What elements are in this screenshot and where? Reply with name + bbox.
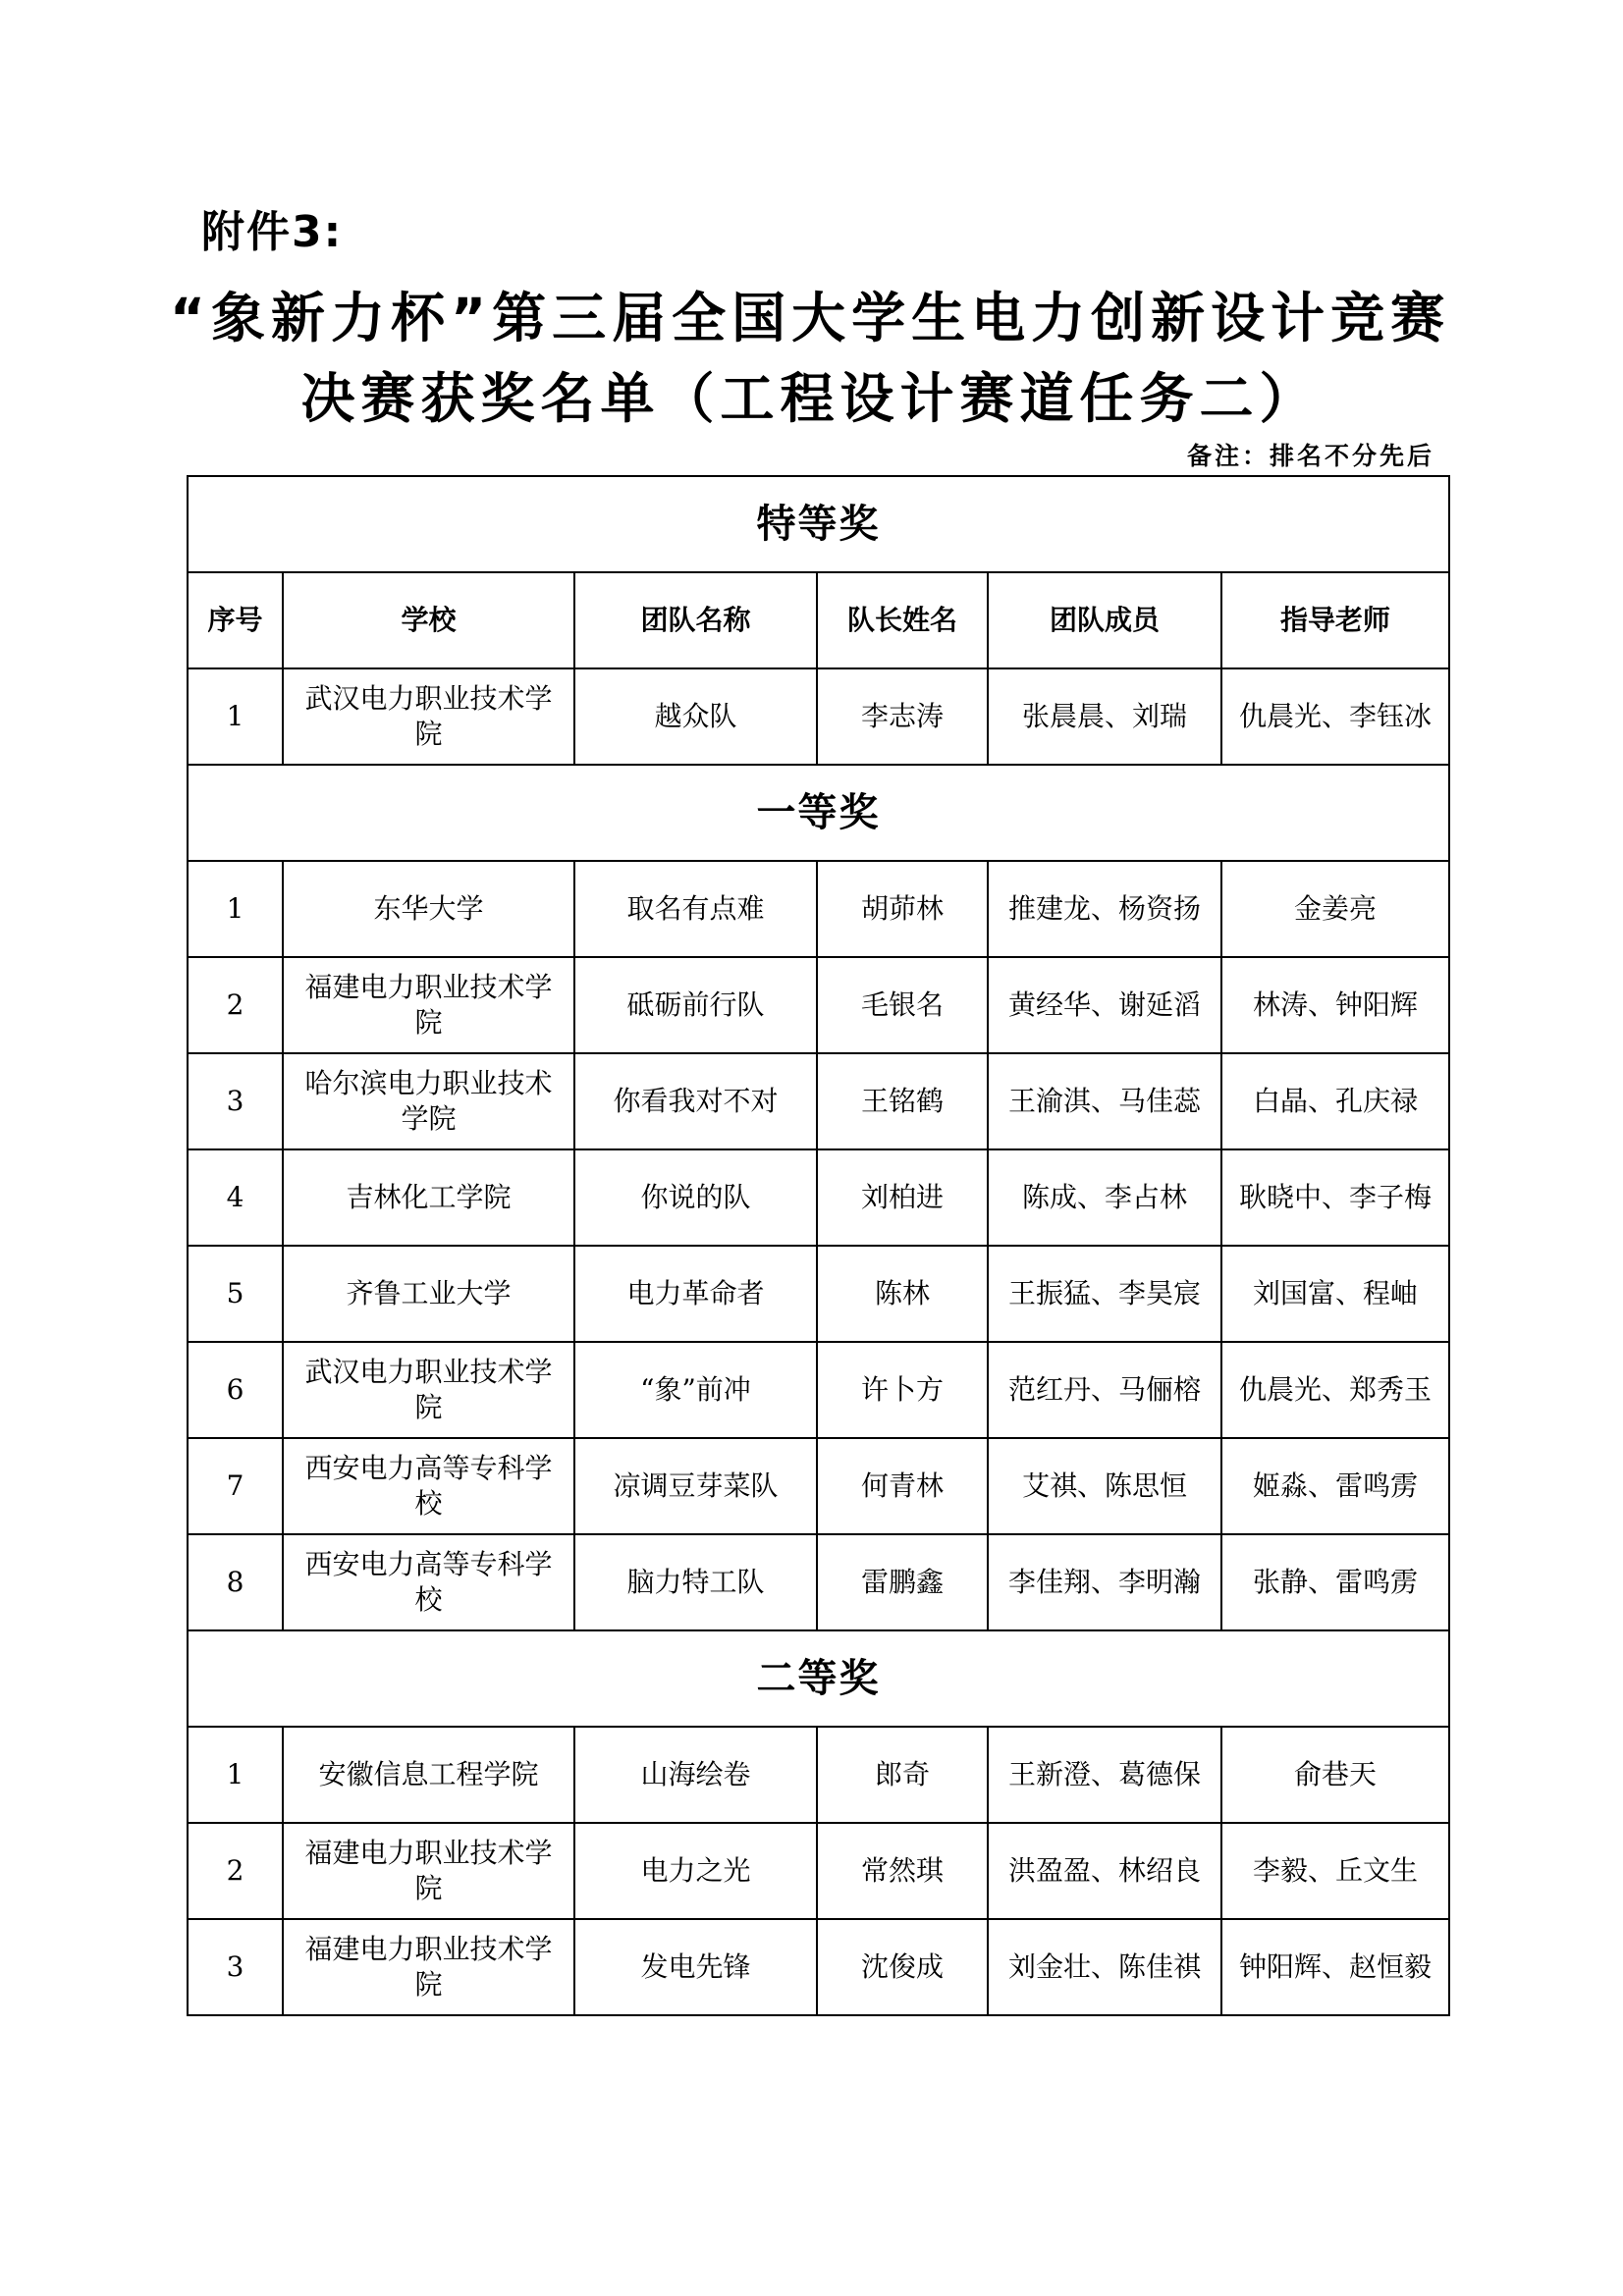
advisor-cell: 仇晨光、郑秀玉 (1221, 1342, 1449, 1438)
team-name-cell: 你说的队 (574, 1149, 817, 1246)
document-title-line2: 决赛获奖名单（工程设计赛道任务二） (300, 367, 1320, 430)
members-cell: 洪盈盈、林绍良 (988, 1823, 1221, 1919)
table-row (188, 668, 1449, 765)
advisor-cell: 林涛、钟阳辉 (1221, 957, 1449, 1053)
table-row (188, 1246, 1449, 1342)
award-level-row (188, 1630, 1449, 1727)
members-cell: 王新澄、葛德保 (988, 1727, 1221, 1823)
serial-cell: 1 (188, 668, 283, 765)
award-level-label: 一等奖 (188, 765, 1449, 861)
captain-cell: 胡茆林 (817, 861, 988, 957)
members-cell: 王振猛、李昊宸 (988, 1246, 1221, 1342)
table-row (188, 861, 1449, 957)
members-cell: 黄经华、谢延滔 (988, 957, 1221, 1053)
school-cell: 吉林化工学院 (283, 1149, 574, 1246)
advisor-cell: 白晶、孔庆禄 (1221, 1053, 1449, 1149)
award-level-row (188, 476, 1449, 572)
serial-cell: 1 (188, 1727, 283, 1823)
serial-cell: 2 (188, 1823, 283, 1919)
team-name-cell: 电力之光 (574, 1823, 817, 1919)
captain-cell: 郎奇 (817, 1727, 988, 1823)
school-cell: 西安电力高等专科学校 (283, 1438, 574, 1534)
team-name-cell: “象”前冲 (574, 1342, 817, 1438)
award-level-label: 特等奖 (188, 476, 1449, 572)
team-name-cell: 山海绘卷 (574, 1727, 817, 1823)
members-cell: 艾祺、陈思恒 (988, 1438, 1221, 1534)
serial-cell: 7 (188, 1438, 283, 1534)
team-name-cell: 越众队 (574, 668, 817, 765)
team-name-cell: 发电先锋 (574, 1919, 817, 2015)
members-cell: 推建龙、杨资扬 (988, 861, 1221, 957)
members-cell: 陈成、李占林 (988, 1149, 1221, 1246)
table-row (188, 1727, 1449, 1823)
school-cell: 武汉电力职业技术学院 (283, 668, 574, 765)
captain-cell: 常然琪 (817, 1823, 988, 1919)
table-row (188, 1823, 1449, 1919)
award-level-label: 二等奖 (188, 1630, 1449, 1727)
team-name-cell: 凉调豆芽菜队 (574, 1438, 817, 1534)
column-header: 队长姓名 (817, 572, 988, 668)
advisor-cell: 钟阳辉、赵恒毅 (1221, 1919, 1449, 2015)
ranking-note: 备注：排名不分先后 (1186, 442, 1434, 470)
award-level-row (188, 765, 1449, 861)
captain-cell: 陈林 (817, 1246, 988, 1342)
serial-cell: 8 (188, 1534, 283, 1630)
serial-cell: 6 (188, 1342, 283, 1438)
awards-table (187, 475, 1450, 2016)
table-header-row (188, 572, 1449, 668)
school-cell: 哈尔滨电力职业技术学院 (283, 1053, 574, 1149)
school-cell: 齐鲁工业大学 (283, 1246, 574, 1342)
captain-cell: 沈俊成 (817, 1919, 988, 2015)
table-row (188, 957, 1449, 1053)
serial-cell: 3 (188, 1053, 283, 1149)
captain-cell: 毛银名 (817, 957, 988, 1053)
serial-cell: 1 (188, 861, 283, 957)
advisor-cell: 俞巷天 (1221, 1727, 1449, 1823)
serial-cell: 4 (188, 1149, 283, 1246)
advisor-cell: 刘国富、程岫 (1221, 1246, 1449, 1342)
members-cell: 刘金壮、陈佳祺 (988, 1919, 1221, 2015)
attachment-label: 附件3: (201, 207, 344, 257)
table-row (188, 1534, 1449, 1630)
team-name-cell: 砥砺前行队 (574, 957, 817, 1053)
members-cell: 李佳翔、李明瀚 (988, 1534, 1221, 1630)
table-row (188, 1919, 1449, 2015)
team-name-cell: 你看我对不对 (574, 1053, 817, 1149)
column-header: 团队名称 (574, 572, 817, 668)
advisor-cell: 张静、雷鸣雳 (1221, 1534, 1449, 1630)
advisor-cell: 李毅、丘文生 (1221, 1823, 1449, 1919)
members-cell: 张晨晨、刘瑞 (988, 668, 1221, 765)
captain-cell: 刘柏进 (817, 1149, 988, 1246)
team-name-cell: 电力革命者 (574, 1246, 817, 1342)
members-cell: 王渝淇、马佳蕊 (988, 1053, 1221, 1149)
table-row (188, 1342, 1449, 1438)
captain-cell: 雷鹏鑫 (817, 1534, 988, 1630)
school-cell: 东华大学 (283, 861, 574, 957)
serial-cell: 2 (188, 957, 283, 1053)
column-header: 指导老师 (1221, 572, 1449, 668)
advisor-cell: 耿晓中、李子梅 (1221, 1149, 1449, 1246)
captain-cell: 何青林 (817, 1438, 988, 1534)
school-cell: 安徽信息工程学院 (283, 1727, 574, 1823)
advisor-cell: 姬淼、雷鸣雳 (1221, 1438, 1449, 1534)
school-cell: 西安电力高等专科学校 (283, 1534, 574, 1630)
table-row (188, 1438, 1449, 1534)
team-name-cell: 脑力特工队 (574, 1534, 817, 1630)
school-cell: 福建电力职业技术学院 (283, 1919, 574, 2015)
captain-cell: 王铭鹤 (817, 1053, 988, 1149)
school-cell: 福建电力职业技术学院 (283, 1823, 574, 1919)
table-row (188, 1053, 1449, 1149)
document-title-line1: “象新力杯”第三届全国大学生电力创新设计竞赛 (169, 287, 1451, 349)
column-header: 序号 (188, 572, 283, 668)
team-name-cell: 取名有点难 (574, 861, 817, 957)
column-header: 团队成员 (988, 572, 1221, 668)
table-row (188, 1149, 1449, 1246)
advisor-cell: 仇晨光、李钰冰 (1221, 668, 1449, 765)
serial-cell: 3 (188, 1919, 283, 2015)
advisor-cell: 金姜亮 (1221, 861, 1449, 957)
school-cell: 福建电力职业技术学院 (283, 957, 574, 1053)
captain-cell: 许卜方 (817, 1342, 988, 1438)
serial-cell: 5 (188, 1246, 283, 1342)
captain-cell: 李志涛 (817, 668, 988, 765)
school-cell: 武汉电力职业技术学院 (283, 1342, 574, 1438)
column-header: 学校 (283, 572, 574, 668)
members-cell: 范红丹、马俪榕 (988, 1342, 1221, 1438)
